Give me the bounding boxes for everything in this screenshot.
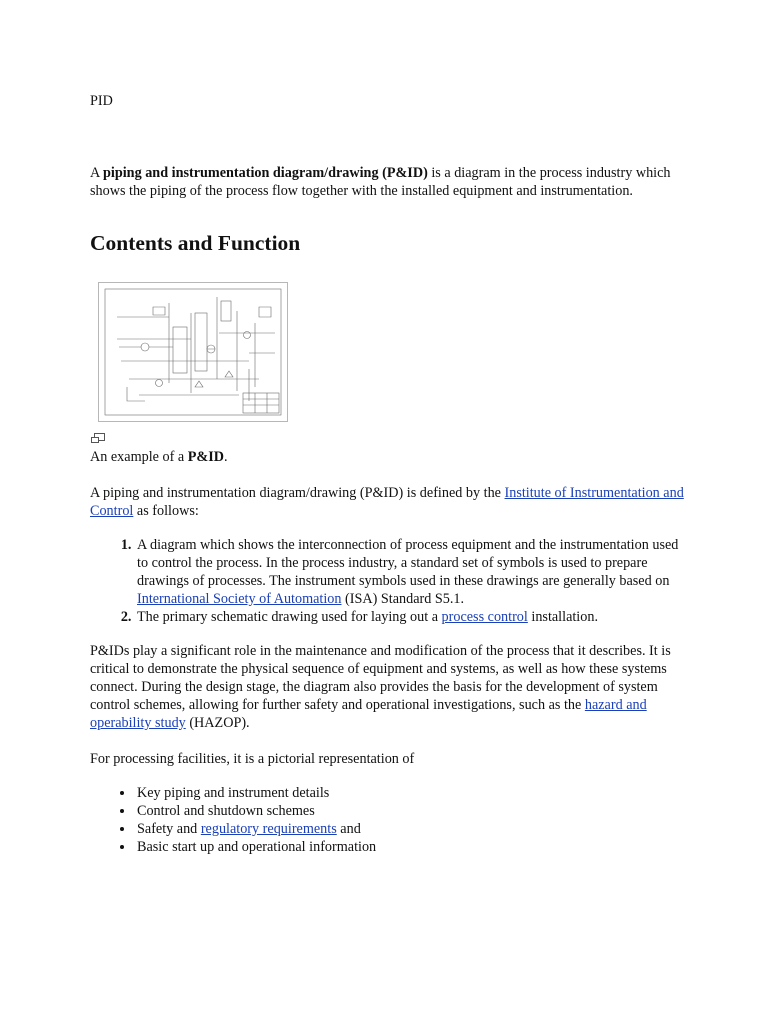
intro-paragraph	[90, 164, 686, 200]
definition-item-2	[135, 608, 686, 626]
bullet-item	[135, 820, 686, 838]
document-label: PID	[90, 93, 113, 109]
bullet-item: • Control and shutdown schemes	[135, 802, 686, 820]
definition-paragraph	[90, 484, 686, 520]
caption-term: P&ID	[187, 449, 224, 465]
isa-link[interactable]: International Society of Automation	[137, 591, 342, 607]
item-2-text-after: installation.	[527, 609, 598, 625]
enlarge-icon[interactable]	[90, 432, 106, 444]
role-text-after: (HAZOP).	[185, 715, 250, 731]
regulatory-requirements-link[interactable]: regulatory requirements	[200, 821, 337, 837]
item-1-text-before: A diagram which shows the interconnection of process equipment and the instrumentation used to control the process. In the process industry, a standard set of symbols is used to prepare drawings of processes. The instrument symbols used in these drawings are generally based on	[137, 537, 679, 589]
institute-link[interactable]: Institute of Instrumentation and Control	[90, 485, 684, 519]
section-heading: Contents and Function	[90, 231, 301, 255]
pid-example-image[interactable]	[98, 282, 288, 422]
intro-article: A	[90, 165, 104, 181]
process-control-link[interactable]: process control	[441, 609, 528, 625]
image-caption	[90, 448, 686, 466]
item-2-text-before: The primary schematic drawing used for laying out a	[137, 609, 442, 625]
document-body	[90, 92, 686, 856]
definition-text-before: A piping and instrumentation diagram/drawing (P&ID) is defined by the	[90, 485, 505, 501]
caption-suffix: .	[223, 449, 228, 465]
item-1-text-after: (ISA) Standard S5.1.	[341, 591, 465, 607]
bullet-item: • Basic start up and operational information	[135, 838, 686, 856]
facilities-intro: For processing facilities, it is a pictorial representation of	[90, 751, 415, 767]
role-text-before: P&IDs play a significant role in the maintenance and modification of the process that it describes. It is critical to demonstrate the physical sequence of equipment and systems, as well as how these systems connect. During the design stage, the diagram also provides the basis for the development of system control schemes, allowing for further safety and operational investigations, such as the	[90, 643, 671, 713]
role-paragraph	[90, 642, 686, 732]
caption-prefix: An example of a	[90, 449, 188, 465]
pid-drawing	[99, 283, 287, 421]
hazop-link[interactable]: hazard and operability study	[90, 697, 647, 731]
definition-item-1	[135, 536, 686, 608]
intro-rest: is a diagram in the process industry which shows the piping of the process flow together with the installed equipment and instrumentation.	[90, 165, 671, 199]
definition-text-after: as follows:	[133, 503, 199, 519]
bullet-3-text-before: Safety and	[137, 821, 201, 837]
bullet-item: • Key piping and instrument details	[135, 784, 686, 802]
bullet-3-text-after: and	[336, 821, 361, 837]
intro-term: piping and instrumentation diagram/drawing (P&ID)	[103, 165, 428, 181]
definition-list	[90, 536, 686, 626]
representation-list	[90, 784, 686, 856]
